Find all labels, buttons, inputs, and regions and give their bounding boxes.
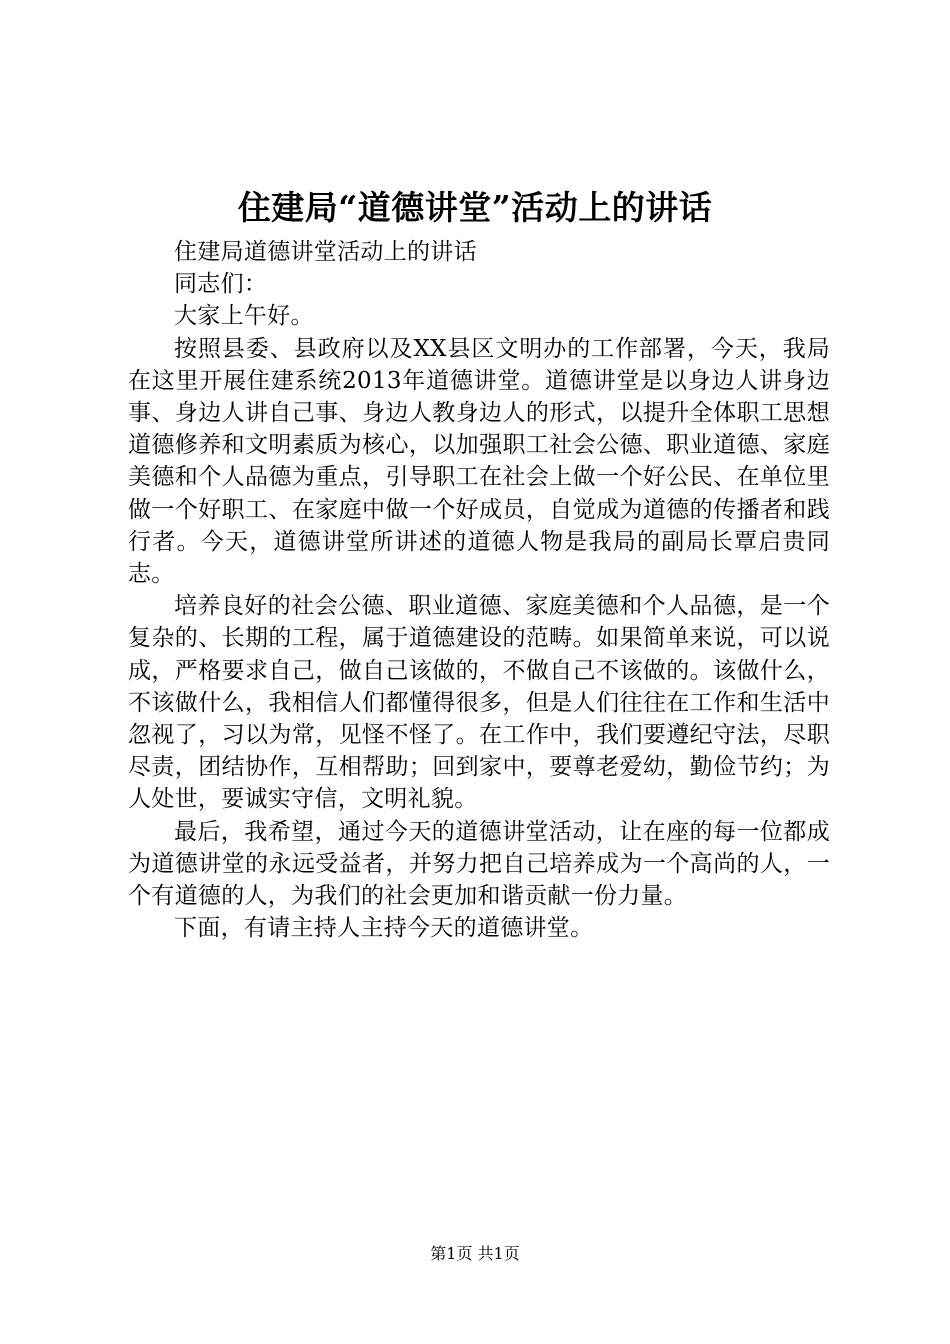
page-footer: 第1页 共1页 xyxy=(430,1244,520,1263)
document-body xyxy=(128,236,830,944)
paragraph-greeting: 同志们： xyxy=(174,271,268,298)
paragraph-intro: 按照县委、县政府以及XX县区文明办的工作部署，今天，我局在这里开展住建系统2013年道德讲堂。道德讲堂是以身边人讲身边事、身边人讲自己事、身边人教身边人的形式，以提升全体职工思想道德修养和文明素质为核心，以加强职工社会公德、职业道德、家庭美德和个人品德为重点，引导职工在社会上做一个好公民、在单位里做一个好职工、在家庭中做一个好成员，自觉成为道德的传播者和践行者。今天，道德讲堂所讲述的道德人物是我局的副局长覃启贵同志。 xyxy=(128,335,830,588)
paragraph-salutation: 大家上午好。 xyxy=(174,303,314,330)
document-title: 住建局“道德讲堂”活动上的讲话 xyxy=(237,188,713,227)
paragraph-hope: 最后，我希望，通过今天的道德讲堂活动，让在座的每一位都成为道德讲堂的永远受益者，并努力把自己培养成为一个高尚的人，一个有道德的人，为我们的社会更加和谐贡献一份力量。 xyxy=(128,818,830,910)
paragraph-morality: 培养良好的社会公德、职业道德、家庭美德和个人品德，是一个复杂的、长期的工程，属于道德建设的范畴。如果简单来说，可以说成，严格要求自己，做自己该做的，不做自己不该做的。该做什么，不该做什么，我相信人们都懂得很多，但是人们往往在工作和生活中忽视了，习以为常，见怪不怪了。在工作中，我们要遵纪守法，尽职尽责，团结协作，互相帮助；回到家中，要尊老爱幼，勤俭节约；为人处世，要诚实守信，文明礼貌。 xyxy=(128,593,830,813)
paragraph-closing: 下面，有请主持人主持今天的道德讲堂。 xyxy=(174,915,594,942)
paragraph-subtitle: 住建局道德讲堂活动上的讲话 xyxy=(174,239,477,265)
